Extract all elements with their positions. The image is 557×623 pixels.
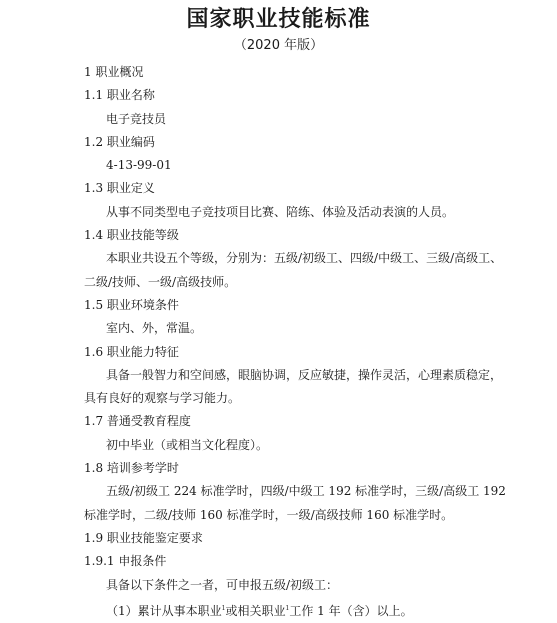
section-heading: 1 职业概况: [84, 65, 144, 79]
text-segment: 或相关职业: [225, 603, 286, 618]
text-segment: 工作 1 年（含）以上。: [289, 603, 413, 618]
footnote-marker: 1: [221, 604, 226, 612]
body-line: 五级/初级工 224 标准学时，四级/中级工 192 标准学时，三级/高级工 192: [106, 484, 506, 499]
section-heading: 1.6 职业能力特征: [84, 344, 179, 359]
body-line: 具备以下条件之一者，可申报五级/初级工：: [106, 577, 339, 592]
section-heading: 1.9.1 申报条件: [84, 554, 167, 569]
section-heading: 1.5 职业环境条件: [84, 297, 179, 312]
body-line: 初中毕业（或相当文化程度）。: [106, 437, 269, 452]
page-subtitle: （2020 年版）: [233, 38, 324, 53]
body-line: 室内、外，常温。: [106, 321, 203, 336]
section-heading: 1.9 职业技能鉴定要求: [84, 530, 203, 545]
body-line: 二级/技师、一级/高级技师。: [84, 274, 237, 289]
body-line: 具备一般智力和空间感，眼脑协调，反应敏捷，操作灵活，心理素质稳定，: [106, 367, 503, 382]
section-heading: 1.4 职业技能等级: [84, 228, 179, 243]
section-heading: 1.8 培训参考学时: [84, 461, 179, 476]
body-line: 4-13-99-01: [106, 158, 172, 173]
section-heading: 1.2 职业编码: [84, 134, 155, 149]
section-heading: 1.3 职业定义: [84, 181, 155, 196]
body-line: 本职业共设五个等级，分别为：五级/初级工、四级/中级工、三级/高级工、: [106, 251, 503, 266]
text-segment: （1）累计从事本职业: [106, 603, 222, 618]
document-body: [0, 61, 557, 623]
section-heading: 1.1 职业名称: [84, 88, 155, 103]
page-title: 国家职业技能标准: [186, 7, 371, 32]
body-line: 电子竞技员: [106, 111, 167, 126]
body-line-with-footnote: [0, 597, 557, 623]
footnote-marker: 1: [285, 604, 290, 612]
body-line: 从事不同类型电子竞技项目比赛、陪练、体验及活动表演的人员。: [106, 204, 455, 219]
body-line: 标准学时，二级/技师 160 标准学时，一级/高级技师 160 标准学时。: [84, 507, 454, 522]
body-line: 具有良好的观察与学习能力。: [84, 391, 241, 406]
section-heading: 1.7 普通受教育程度: [84, 414, 191, 429]
